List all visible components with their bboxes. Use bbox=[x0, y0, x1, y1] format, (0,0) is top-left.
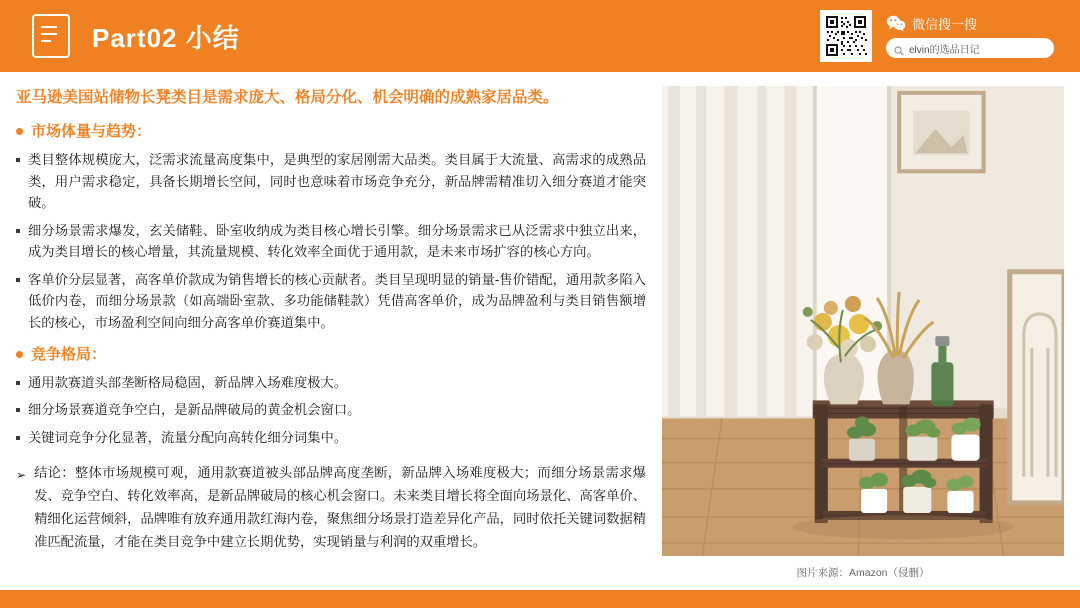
lead-statement: 亚马逊美国站储物长凳类目是需求庞大、格局分化、机会明确的成熟家居品类。 bbox=[16, 89, 559, 106]
square-bullet-icon bbox=[16, 229, 20, 233]
section-heading-label: 市场体量与趋势： bbox=[31, 123, 152, 141]
section-heading-competition bbox=[16, 344, 646, 365]
wechat-search-block bbox=[886, 14, 1054, 58]
section-heading-market bbox=[16, 121, 646, 142]
product-photo bbox=[662, 86, 1064, 556]
document-icon bbox=[32, 14, 70, 58]
list-item bbox=[16, 427, 646, 449]
footer-accent-bar bbox=[0, 590, 1080, 608]
list-item-text: 细分场景需求爆发，玄关储鞋、卧室收纳成为类目核心增长引擎。细分场景需求已从泛需求中独立出来，成为类目增长的核心增量，其流量规模、转化效率全面优于通用款，是未来市场扩容的核心方向。 bbox=[28, 222, 646, 260]
list-item-text: 客单价分层显著，高客单价款成为销售增长的核心贡献者。类目呈现明显的销量-售价错配，通用款多陷入低价内卷，而细分场景款（如高端卧室款、多功能储鞋款）凭借高客单价，成为品牌盈利与类目销售额增长的核心，市场盈利空间向细分高客单价赛道集中。 bbox=[28, 271, 646, 330]
conclusion-text: 结论：整体市场规模可观，通用款赛道被头部品牌高度垄断，新品牌入场难度极大；而细分场景需求爆发、竞争空白、转化效率高，是新品牌破局的核心机会窗口。未来类目增长将全面向场景化、高客单价、精细化运营倾斜，品牌唯有放弃通用款红海内卷，聚焦细分场景打造差异化产品，同时依托关键词数据精准匹配流量，才能在类目竞争中建立长期优势，实现销量与利润的双重增长。 bbox=[34, 465, 646, 549]
header-right-group bbox=[820, 10, 1062, 62]
list-item bbox=[16, 220, 646, 263]
square-bullet-icon bbox=[16, 158, 20, 162]
search-input-value: elvin的选品日记 bbox=[909, 44, 980, 56]
page-title: Part02 小结 bbox=[92, 22, 240, 53]
square-bullet-icon bbox=[16, 408, 20, 412]
section-points-competition bbox=[16, 372, 646, 449]
square-bullet-icon bbox=[16, 436, 20, 440]
list-item bbox=[16, 372, 646, 394]
list-item bbox=[16, 149, 646, 214]
search-input[interactable] bbox=[886, 38, 1054, 58]
list-item-text: 类目整体规模庞大，泛需求流量高度集中，是典型的家居刚需大品类。类目属于大流量、高需求的成熟品类，用户需求稳定，具备长期增长空间，同时也意味着市场竞争充分，新品牌需精准切入细分赛道才能突破。 bbox=[28, 152, 646, 211]
bullet-dot-icon bbox=[16, 128, 23, 135]
section-heading-label: 竞争格局： bbox=[31, 345, 107, 363]
square-bullet-icon bbox=[16, 278, 20, 282]
list-item bbox=[16, 399, 646, 421]
search-icon bbox=[894, 43, 904, 53]
slide-body bbox=[0, 72, 1080, 608]
section-points-market bbox=[16, 149, 646, 333]
wechat-label-row bbox=[886, 14, 1054, 33]
wechat-icon bbox=[886, 15, 906, 32]
bullet-dot-icon bbox=[16, 351, 23, 358]
page-header bbox=[0, 0, 1080, 72]
photo-caption: 图片来源：Amazon（侵删） bbox=[796, 567, 930, 579]
list-item-text: 关键词竞争分化显著，流量分配向高转化细分词集中。 bbox=[28, 429, 348, 445]
arrow-bullet-icon: ➢ bbox=[16, 468, 27, 483]
list-item-text: 通用款赛道头部垄断格局稳固，新品牌入场难度极大。 bbox=[28, 374, 348, 390]
square-bullet-icon bbox=[16, 381, 20, 385]
text-column bbox=[16, 86, 646, 608]
wechat-search-label: 微信搜一搜 bbox=[912, 17, 978, 32]
qr-code-icon[interactable] bbox=[820, 10, 872, 62]
list-item-text: 细分场景赛道竞争空白，是新品牌破局的黄金机会窗口。 bbox=[28, 402, 361, 418]
conclusion-block bbox=[16, 462, 646, 553]
photo-column bbox=[662, 86, 1064, 608]
list-item bbox=[16, 269, 646, 334]
